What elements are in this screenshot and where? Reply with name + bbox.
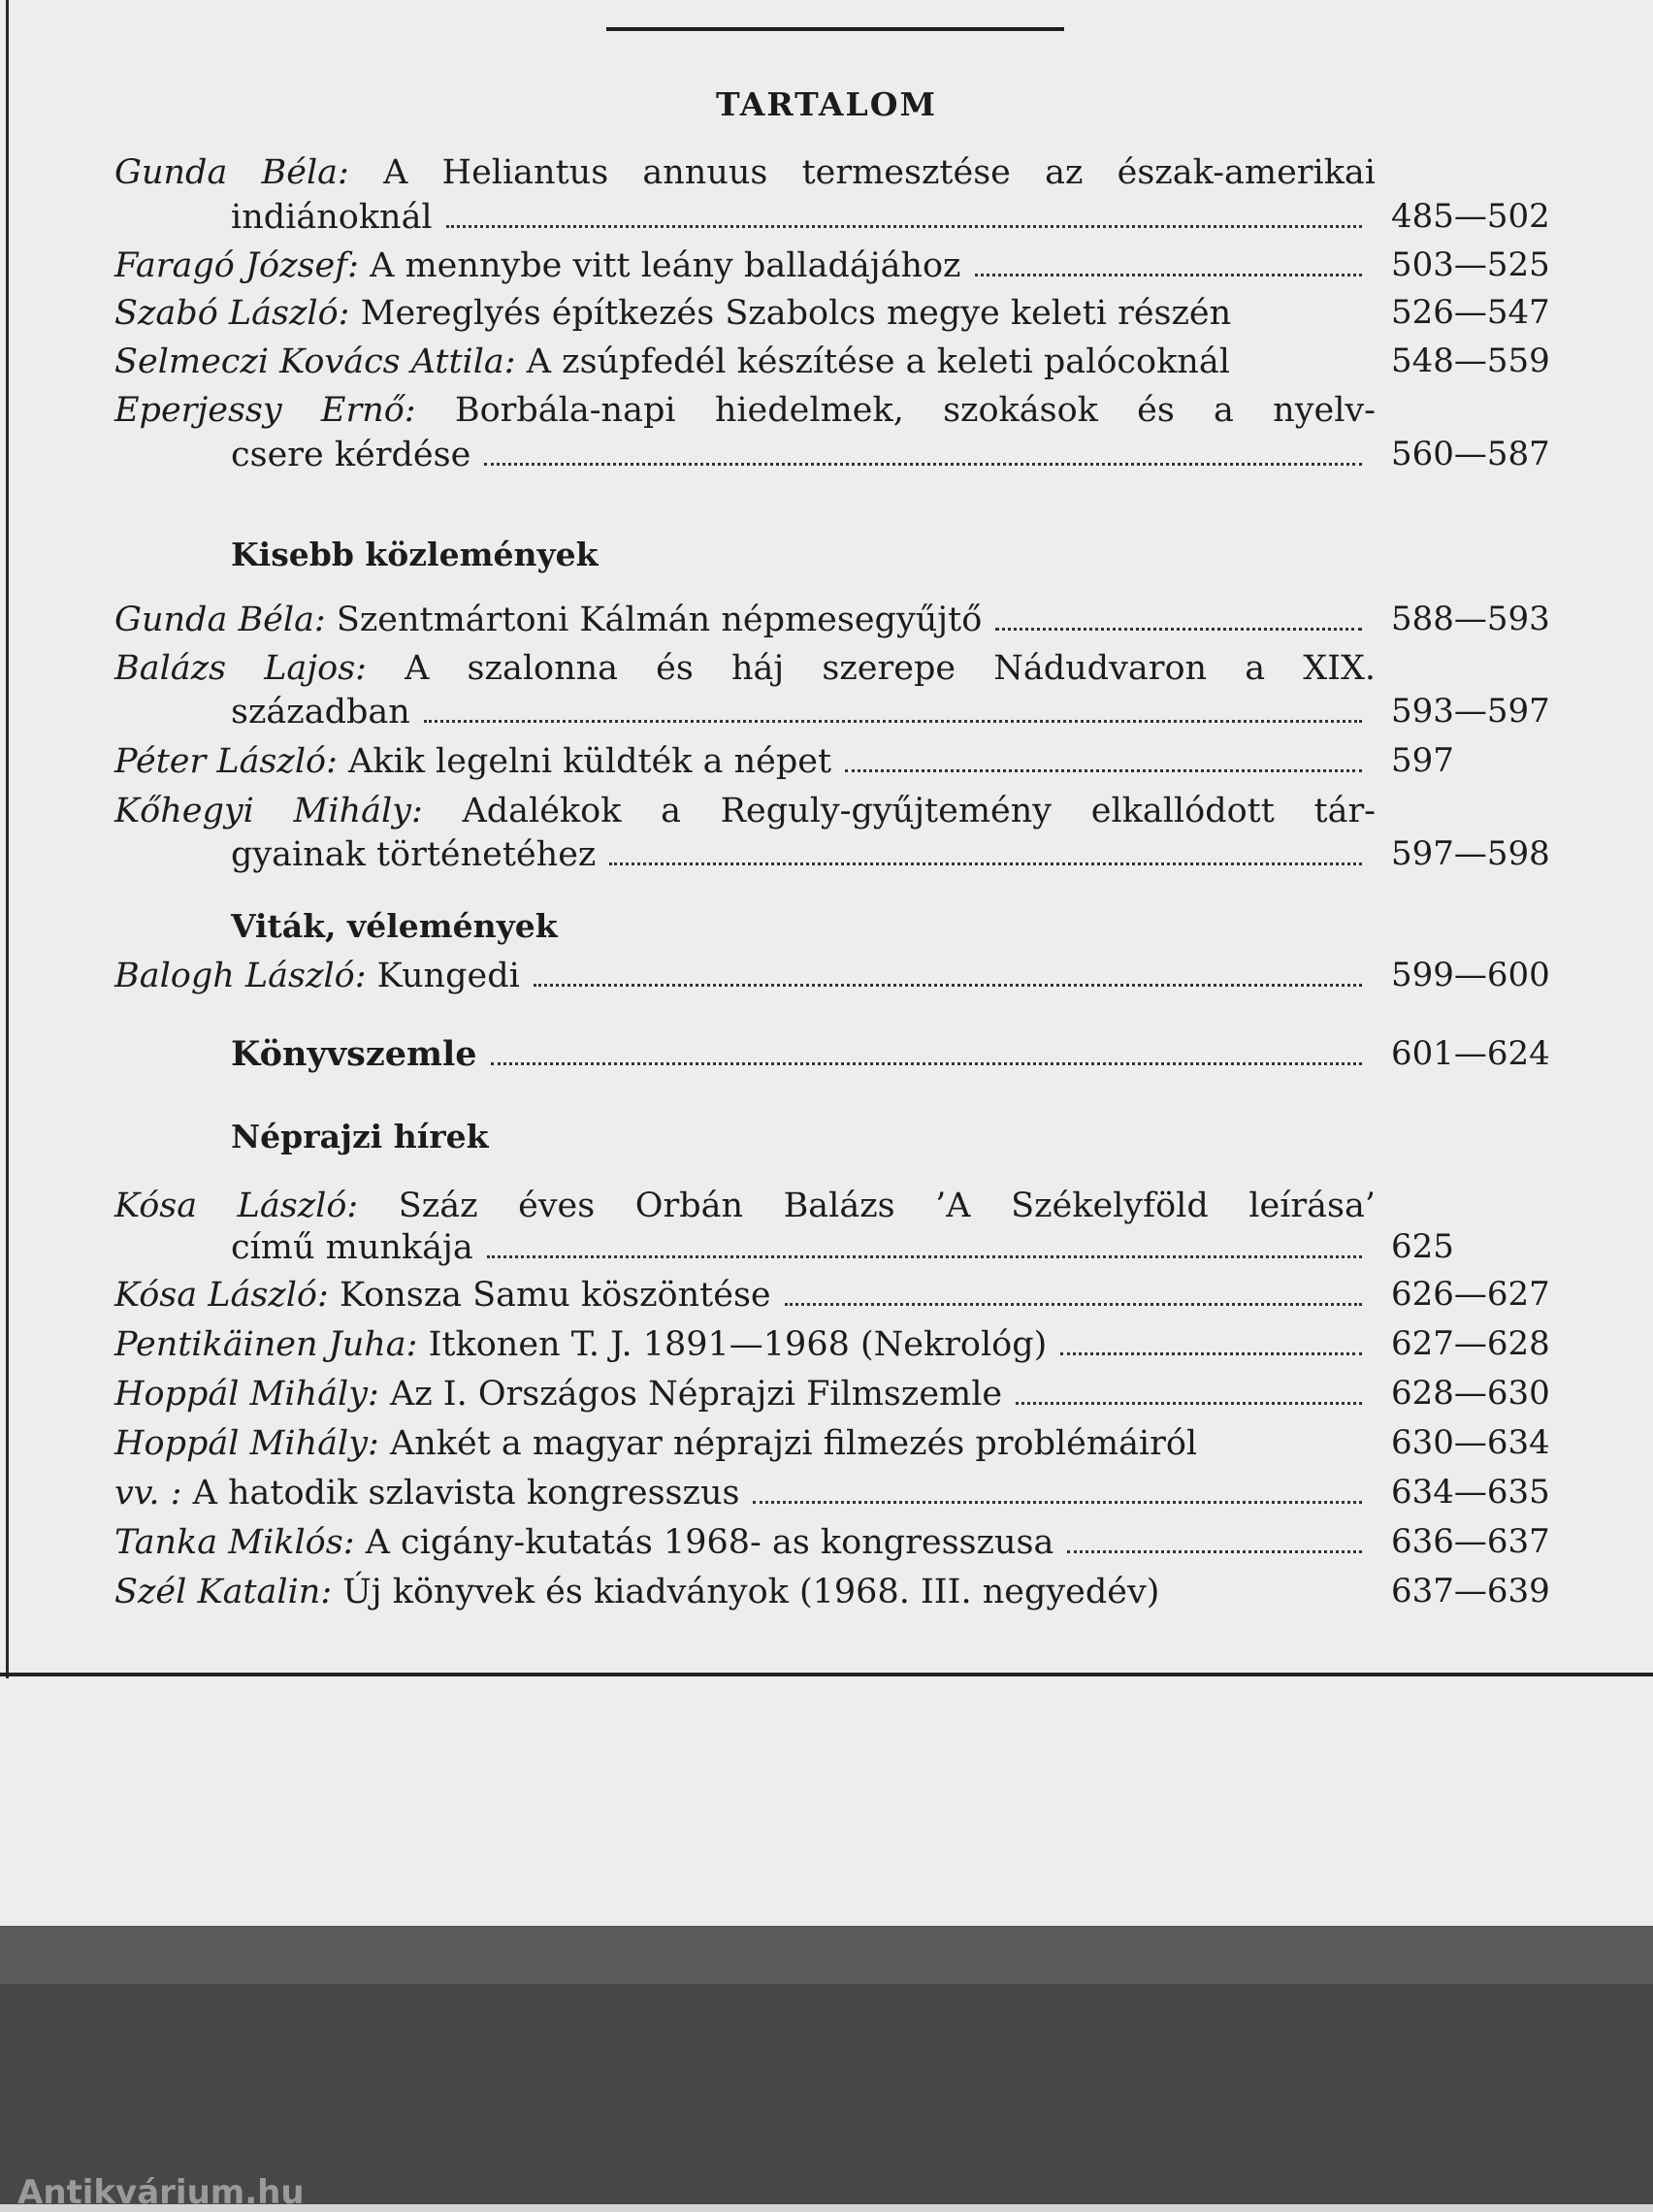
leader-dots [995,628,1362,631]
entry-title: Konsza Samu köszöntése [339,1276,771,1315]
toc-entry [114,600,1376,640]
top-rule [606,27,1064,31]
toc-entry [114,956,1376,996]
entry-pages: 601—624 [1391,1034,1550,1073]
entry-pages: 485—502 [1391,197,1550,236]
entry-title: A cigány-kutatás 1968- as kongresszusa [365,1523,1054,1562]
section-heading: Viták, vélemények [231,907,558,945]
toc-entry [114,741,1376,782]
entry-pages: 599—600 [1391,956,1550,994]
leader-dots [753,1501,1362,1504]
toc-section-entry [231,1034,1376,1075]
entry-title-cont: csere kérdése [231,436,471,474]
entry-author: Kósa László: [114,1187,359,1225]
entry-pages: 597—598 [1391,834,1550,873]
toc-entry [114,1324,1376,1365]
toc-entry [114,1522,1376,1563]
entry-author: Faragó József: [114,246,359,285]
toc-entry-continuation [231,1227,1376,1268]
toc-entry-continuation [231,692,1376,732]
entry-author: Selmeczi Kovács Attila: [114,342,516,381]
toc-entry-continuation [231,435,1376,475]
entry-author: Szabó László: [114,294,350,333]
toc-entry [114,791,1376,831]
entry-title: Itkonen T. J. 1891—1968 (Nekrológ) [428,1325,1048,1364]
entry-pages: 503—525 [1391,245,1550,284]
leader-dots [1067,1550,1362,1553]
leader-dots [785,1303,1362,1306]
entry-pages: 548—559 [1391,342,1550,380]
entry-author: Gunda Béla: [114,601,326,639]
toc-entry [114,293,1376,334]
toc-entry [114,1473,1376,1513]
toc-entry-continuation [231,197,1376,238]
entry-title: Az I. Országos Néprajzi Filmszemle [389,1375,1003,1414]
toc-entry [114,152,1376,193]
entry-author: Péter László: [114,742,338,781]
entry-author: Szél Katalin: [114,1573,333,1611]
entry-author: Balázs Lajos: [114,649,367,688]
entry-title-cont: című munkája [231,1228,473,1267]
entry-author: Kósa László: [114,1276,329,1315]
entry-pages: 593—597 [1391,692,1550,731]
entry-pages: 628—630 [1391,1374,1550,1413]
entry-pages: 636—637 [1391,1522,1550,1561]
entry-title: A mennybe vitt leány balladájához [370,246,961,285]
entry-title: Szentmártoni Kálmán népmesegyűjtő [336,601,983,639]
toc-entry [114,1423,1376,1464]
leader-dots [845,769,1362,772]
leader-dots [424,720,1362,723]
leader-dots [1060,1352,1362,1355]
entry-title: Ankét a magyar néprajzi filmezés problémáiról [389,1424,1198,1463]
entry-title: Kungedi [376,957,520,995]
leader-dots [534,984,1362,987]
entry-pages: 630—634 [1391,1423,1550,1462]
page-title: TARTALOM [715,85,938,123]
toc-entry [114,1374,1376,1415]
entry-pages: 597 [1391,741,1454,780]
leader-dots [609,862,1362,865]
entry-title: Adalékok a Reguly-gyűjtemény elkallódott tár- [462,792,1376,830]
leader-dots [491,1062,1362,1065]
toc-entry [114,1275,1376,1316]
bottom-rule [0,1673,1653,1676]
toc-entry [114,245,1376,286]
entry-title: A szalonna és háj szerepe Nádudvaron a XIX. [405,649,1376,688]
entry-title: Borbála-napi hiedelmek, szokások és a nyelv- [454,391,1376,430]
leader-dots [484,463,1362,466]
entry-author: Eperjessy Ernő: [114,391,416,430]
watermark: Antikvárium.hu [17,2173,305,2212]
background-surface [0,1926,1653,2204]
left-border-rule [6,0,9,1678]
section-heading: Könyvszemle [231,1034,477,1074]
entry-pages: 560—587 [1391,435,1550,473]
leader-dots [975,274,1362,276]
surface-strip [0,1926,1653,1984]
section-heading: Kisebb közlemények [231,536,599,573]
section-heading: Néprajzi hírek [231,1118,489,1155]
entry-title: A hatodik szlavista kongresszus [192,1474,740,1513]
entry-title-cont: gyainak történetéhez [231,835,597,874]
toc-entry [114,390,1376,431]
entry-author: Pentikäinen Juha: [114,1325,418,1364]
entry-pages: 627—628 [1391,1324,1550,1363]
entry-title: A Heliantus annuus termesztése az észak-amerikai [383,153,1376,192]
entry-title: A zsúpfedél készítése a keleti palócoknál [526,342,1230,381]
entry-pages: 588—593 [1391,600,1550,638]
entry-pages: 526—547 [1391,293,1550,332]
entry-author: Gunda Béla: [114,153,349,192]
leader-dots [446,225,1362,228]
entry-author: Hoppál Mihály: [114,1424,379,1463]
toc-entry [114,1572,1376,1612]
entry-title-cont: században [231,693,410,732]
entry-pages: 626—627 [1391,1275,1550,1314]
leader-dots [1016,1402,1362,1405]
entry-pages: 637—639 [1391,1572,1550,1610]
entry-title: Akik legelni küldték a népet [348,742,832,781]
entry-pages: 634—635 [1391,1473,1550,1512]
entry-title-cont: indiánoknál [231,198,433,237]
toc-entry-continuation [231,834,1376,875]
entry-author: Balogh László: [114,957,367,995]
entry-title: Száz éves Orbán Balázs ’A Székelyföld leírása’ [398,1187,1376,1225]
leader-dots [487,1255,1362,1258]
entry-author: vv. : [114,1474,182,1513]
entry-title: Új könyvek és kiadványok (1968. III. negyedév) [342,1573,1160,1611]
toc-entry [114,1186,1376,1226]
entry-author: Tanka Miklós: [114,1523,355,1562]
toc-entry [114,648,1376,689]
entry-title: Mereglyés építkezés Szabolcs megye keleti részén [360,294,1232,333]
toc-entry [114,342,1376,382]
entry-author: Kőhegyi Mihály: [114,792,423,830]
entry-author: Hoppál Mihály: [114,1375,379,1414]
entry-pages: 625 [1391,1227,1454,1266]
